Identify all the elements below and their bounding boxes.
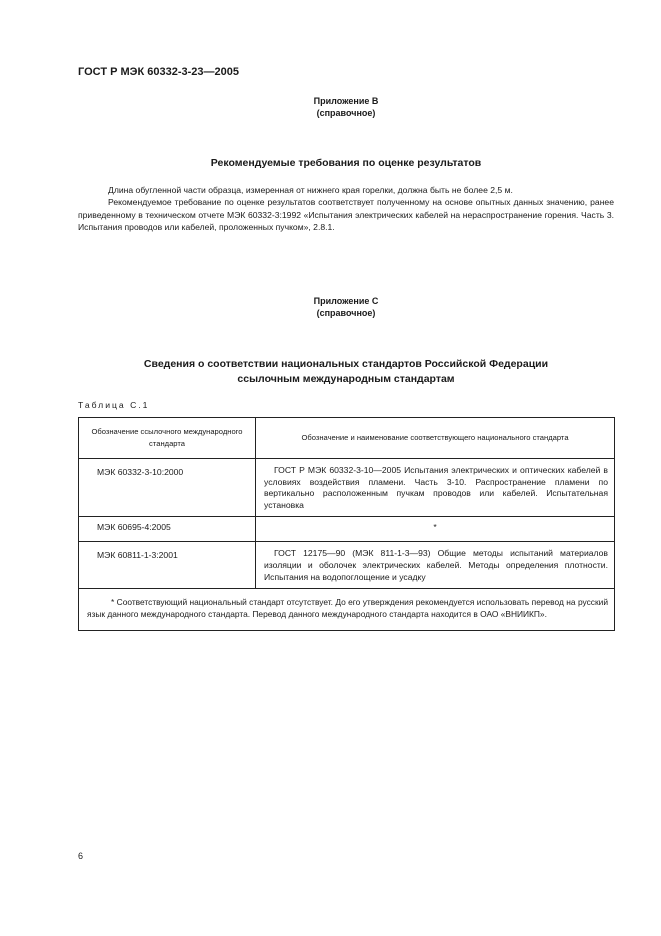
international-code-cell: МЭК 60811-1-3:2001 [79, 542, 256, 589]
column-header-international: Обозначение ссылочного международного стандарта [79, 418, 256, 459]
standards-table [78, 417, 615, 631]
appendix-c-heading-line1: Сведения о соответствии национальных стандартов Российской Федерации [143, 358, 549, 370]
appendix-b-text [78, 184, 614, 233]
appendix-b-title: Приложение B [313, 96, 379, 106]
appendix-c-heading-line2: ссылочным международным стандартам [237, 373, 455, 385]
appendix-b-heading: Рекомендуемые требования по оценке результатов [210, 157, 482, 169]
table-row [79, 459, 615, 517]
international-code-cell: МЭК 60332-3-10:2000 [79, 459, 256, 517]
appendix-c-title: Приложение C [313, 296, 379, 306]
appendix-c-subtitle: (справочное) [316, 308, 376, 318]
column-header-national: Обозначение и наименование соответствующего национального стандарта [256, 418, 615, 459]
table-row [79, 542, 615, 589]
table-row [79, 517, 615, 542]
table-footnote: * Соответствующий национальный стандарт отсутствует. До его утверждения рекомендуется использовать перевод на русский язык данного международного стандарта. Перевод данного международного стандарта находится в ОАО «ВНИИКП». [79, 589, 615, 631]
national-standard-cell: ГОСТ Р МЭК 60332-3-10—2005 Испытания электрических и оптических кабелей в условиях воздействия пламени. Часть 3-10. Распространение пламени по вертикально расположенным пучкам проводов или кабелей. Испытательная установка [256, 459, 615, 517]
national-standard-cell: * [256, 517, 615, 542]
table-header-row [79, 418, 615, 459]
national-standard-cell: ГОСТ 12175—90 (МЭК 811-1-3—93) Общие методы испытаний материалов изоляции и оболочек электрических кабелей. Методы определения плотности. Испытания на водопоглощение и усадку [256, 542, 615, 589]
international-code-cell: МЭК 60695-4:2005 [79, 517, 256, 542]
table-footnote-row [79, 589, 615, 631]
appendix-b-subtitle: (справочное) [316, 108, 376, 118]
paragraph: Длина обугленной части образца, измеренная от нижнего края горелки, должна быть не более 2,5 м. [108, 185, 513, 195]
document-id: ГОСТ Р МЭК 60332-3-23—2005 [78, 66, 239, 78]
page-number: 6 [78, 851, 84, 861]
paragraph: Рекомендуемое требование по оценке результатов соответствует полученному на основе опытных данных значению, ранее приведенному в техническом отчете МЭК 60332-3:1992 «Испытания электрических кабелей на нераспространение горения. Часть 3. Испытания проводов или кабелей, проложенных пучком», 2.8.1. [78, 197, 614, 232]
table-caption: Таблица C.1 [78, 400, 150, 410]
